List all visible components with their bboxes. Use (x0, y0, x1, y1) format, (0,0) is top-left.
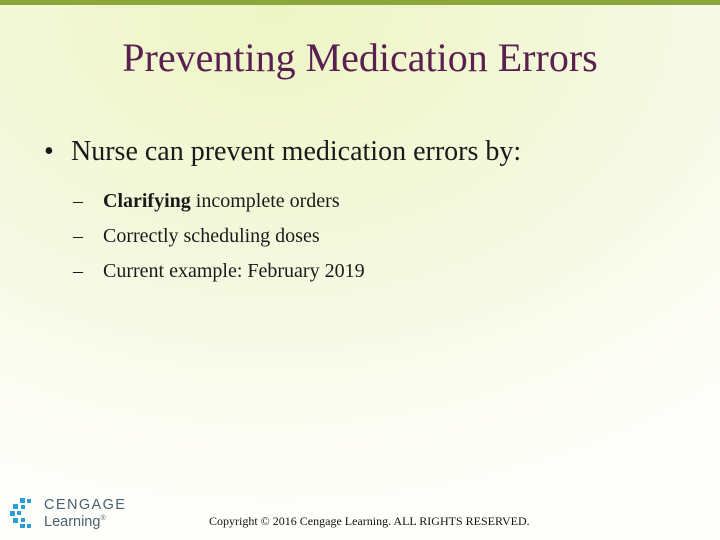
registered-mark: ® (100, 515, 106, 523)
bullet-text: Nurse can prevent medication errors by: (71, 136, 522, 167)
slide-content (44, 133, 684, 289)
sub-bullet-content (103, 184, 340, 219)
sub-bullet-list (73, 184, 684, 289)
bullet-marker: • (44, 136, 54, 167)
logo-learning-text: Learning (44, 514, 101, 530)
sub-bullet-item (73, 184, 684, 219)
logo-wordmark-top: CENGAGE (44, 497, 127, 513)
sub-bullet-text: Current example: February 2019 (103, 260, 365, 282)
cengage-learning-logo (8, 496, 138, 534)
sub-bullet-marker: – (73, 225, 83, 247)
copyright-notice: Copyright © 2016 Cengage Learning. ALL RIGHTS RESERVED. (209, 514, 530, 528)
sub-bullet-text: incomplete orders (190, 190, 340, 212)
sub-bullet-marker: – (73, 190, 83, 212)
sub-bullet-bold-text: Clarifying (103, 190, 191, 212)
bullet-item (44, 133, 684, 171)
slide-title: Preventing Medication Errors (122, 35, 598, 80)
top-accent-bar (0, 0, 720, 5)
sub-bullet-item (73, 219, 684, 254)
sub-bullet-item (73, 254, 684, 289)
logo-wordmark-bottom (44, 514, 106, 530)
sub-bullet-marker: – (73, 260, 83, 282)
cengage-dots-icon (8, 496, 42, 530)
sub-bullet-text: Correctly scheduling doses (103, 225, 320, 247)
